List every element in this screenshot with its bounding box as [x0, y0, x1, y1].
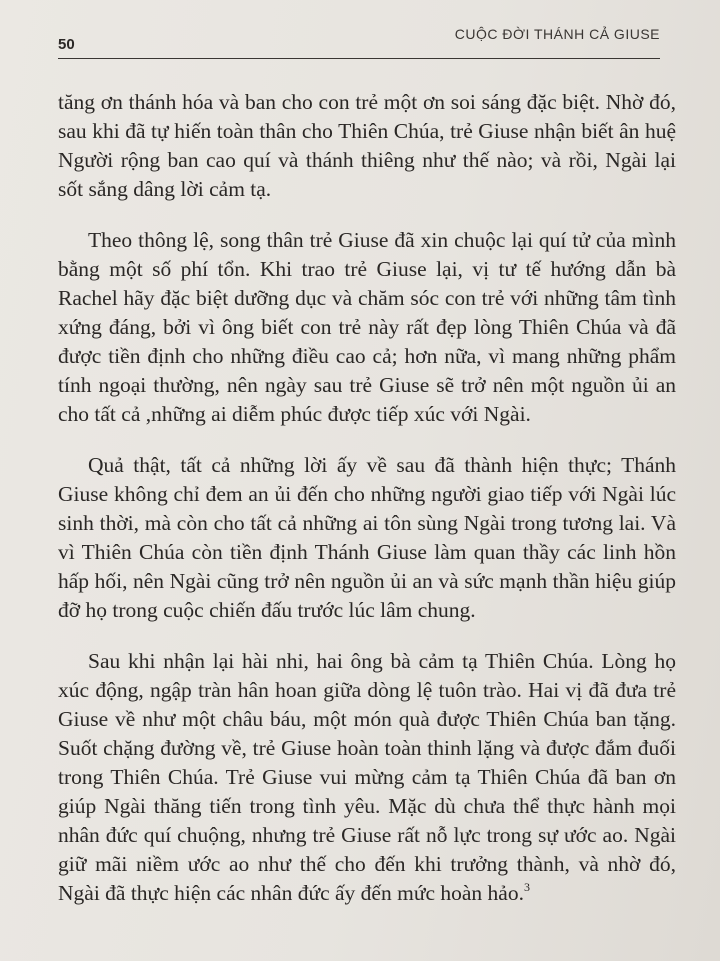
header-rule — [58, 58, 660, 59]
page-number: 50 — [58, 36, 75, 53]
book-title: CUỘC ĐỜI THÁNH CẢ GIUSE — [454, 26, 660, 42]
running-header — [58, 26, 660, 60]
body-text — [58, 88, 676, 930]
footnote-marker: 3 — [523, 880, 530, 894]
paragraph: Theo thông lệ, song thân trẻ Giuse đã xin chuộc lại quí tử của mình bằng một số phí tổn. Khi trao trẻ Giuse lại, vị tư tế hướng dẫn bà Rachel hãy đặc biệt dưỡng dục và chăm sóc con trẻ với những tâm tình xứng đáng, bởi vì ông biết con trẻ này rất đẹp lòng Thiên Chúa và đã được tiền định cho những điều cao cả; hơn nữa, vì mang những phẩm tính ngoại thường, nên ngày sau trẻ Giuse sẽ trở nên một nguồn ủi an cho tất cả ,những ai diễm phúc được tiếp xúc với Ngài. — [58, 228, 676, 426]
paragraph-continued: tăng ơn thánh hóa và ban cho con trẻ một ơn soi sáng đặc biệt. Nhờ đó, sau khi đã tự hiến toàn thân cho Thiên Chúa, trẻ Giuse nhận biết ân huệ Người rộng ban cao quí và thánh thiêng như thế nào; và rồi, Ngài lại sốt sắng dâng lời cảm tạ. — [58, 90, 676, 201]
paragraph-final — [58, 647, 676, 908]
paragraph: Quả thật, tất cả những lời ấy về sau đã thành hiện thực; Thánh Giuse không chỉ đem an ủi đến cho những người giao tiếp với Ngài lúc sinh thời, mà còn cho tất cả những ai tôn sùng Ngài trong tương lai. Và vì Thiên Chúa còn tiền định Thánh Giuse làm quan thầy các linh hồn hấp hối, nên Ngài cũng trở nên nguồn ủi an và sức mạnh thần hiệu giúp đỡ họ trong cuộc chiến đấu trước lúc lâm chung. — [58, 453, 676, 622]
paragraph-text: Sau khi nhận lại hài nhi, hai ông bà cảm tạ Thiên Chúa. Lòng họ xúc động, ngập tràn hân hoan giữa dòng lệ tuôn trào. Hai vị đã đưa trẻ Giuse về như một châu báu, một món quà được Thiên Chúa ban tặng. Suốt chặng đường về, trẻ Giuse hoàn toàn thinh lặng và được đắm đuối trong Thiên Chúa. Trẻ Giuse vui mừng cảm tạ Thiên Chúa đã ban ơn giúp Ngài thăng tiến trong tình yêu. Mặc dù chưa thể thực hành mọi nhân đức quí chuộng, nhưng trẻ Giuse rất nỗ lực trong sự ước ao. Ngài giữ mãi niềm ước ao như thế cho đến khi trưởng thành, và nhờ đó, Ngài đã thực hiện các nhân đức ấy đến mức hoàn hảo. — [58, 649, 676, 905]
